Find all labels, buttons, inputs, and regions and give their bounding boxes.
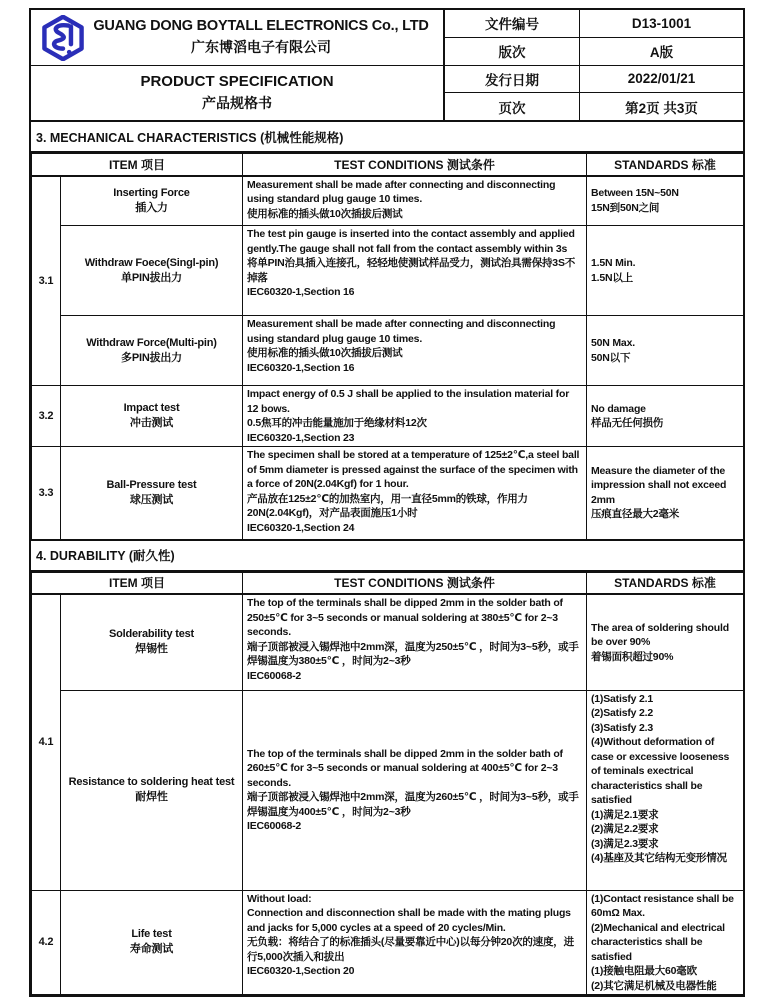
item-name-en: Life test [131, 928, 172, 941]
item-name [61, 447, 243, 540]
item-name-en: Withdraw Foece(Singl-pin) [84, 256, 219, 269]
standard-line: 1.5N Min. [591, 257, 636, 269]
standards [587, 176, 744, 226]
test-conditions [243, 447, 587, 540]
condition-line: 使用标准的插头做10次插拔后测试 [247, 347, 403, 359]
standards [587, 690, 744, 890]
standard-line: (3)满足2.3要求 [591, 837, 659, 850]
test-conditions [243, 594, 587, 690]
doc-title-en: PRODUCT SPECIFICATION [140, 73, 334, 90]
test-conditions [243, 890, 587, 995]
condition-line: 端子顶部被浸入锡焊池中2mm深，温度为260±5℃ ，时间为3~5秒，或手焊锡温度为400±5℃ ，时间为2~3秒 [247, 791, 579, 818]
col-header-item: ITEM 项目 [32, 154, 243, 176]
meta-row-revision [445, 38, 743, 66]
meta-row-page [445, 93, 743, 120]
company-logo-icon [41, 15, 85, 61]
table-row [32, 690, 744, 890]
condition-line: IEC60068-2 [247, 820, 302, 832]
col-header-standards: STANDARDS 标准 [587, 154, 744, 176]
standard-line: (1)接触电阻最大60毫欧 [591, 965, 697, 977]
meta-label: 文件编号 [445, 10, 580, 37]
item-name-en: Inserting Force [113, 186, 190, 199]
standards [587, 386, 744, 447]
standard-line: 着锡面积超过90% [591, 650, 674, 663]
item-name-en: Impact test [123, 402, 180, 414]
condition-line: IEC60320-1,Section 16 [247, 286, 355, 298]
company-name-cn: 广东博滔电子有限公司 [191, 39, 331, 55]
test-conditions [243, 176, 587, 226]
test-conditions [243, 316, 587, 386]
table-row [32, 176, 744, 226]
item-name-en: Ball-Pressure test [106, 478, 197, 491]
condition-line: 产品放在125±2℃的加热室内，用一直径5mm的铁球，作用力20N(2.04Kgf)，对产品表面施压1小时 [247, 492, 528, 519]
meta-row-doc-number [445, 10, 743, 38]
company-name-en: GUANG DONG BOYTALL ELECTRONICS Co., LTD [93, 18, 429, 34]
condition-line: IEC60320-1,Section 24 [247, 521, 355, 534]
meta-row-issue-date [445, 66, 743, 94]
standard-line: 50N Max. [591, 337, 635, 349]
table-row [32, 447, 744, 540]
meta-label: 页次 [445, 93, 580, 120]
condition-line: 无负载：将结合了的标准插头(尽量要靠近中心)以每分钟20次的速度，进行5,000次插入和拔出 [247, 936, 574, 963]
company-names [85, 18, 437, 57]
condition-line: IEC60320-1,Section 23 [247, 431, 355, 444]
item-name-cn: 寿命测试 [129, 943, 174, 956]
standards [587, 890, 744, 995]
standard-line: (1)Contact resistance shall be 60mΩ Max. [591, 892, 734, 919]
item-number: 4.1 [32, 594, 61, 890]
standard-line: (2)Satisfy 2.2 [591, 707, 653, 719]
item-name-en: Solderability test [108, 628, 195, 641]
condition-line: Without load: [247, 892, 312, 905]
item-name-cn: 冲击测试 [129, 417, 174, 429]
meta-value: 2022/01/21 [627, 71, 696, 87]
condition-line: Measurement shall be made after connecting and disconnecting using standard plug gauge 10 times. [247, 178, 556, 205]
condition-line: The test pin gauge is inserted into the contact assembly and applied gently.The gauge shall not fall from the contact assembly within 3s [247, 228, 575, 255]
header-meta-table [445, 10, 743, 120]
standard-line: (4)Without deformation of case or excessive looseness of teminals exectrical characteristics shall be satisfied [591, 736, 730, 806]
section-3-title: 3. MECHANICAL CHARACTERISTICS (机械性能规格) [31, 122, 743, 153]
table-row [32, 226, 744, 316]
item-name-cn: 焊锡性 [135, 643, 168, 656]
table-row [32, 316, 744, 386]
meta-label: 版次 [445, 38, 580, 65]
item-name [61, 890, 243, 995]
standard-line: (2)Mechanical and electrical characteristics shall be satisfied [591, 921, 725, 963]
item-name-en: Withdraw Force(Multi-pin) [86, 336, 217, 349]
standard-line: No damage [591, 402, 646, 415]
standard-line: The area of soldering should be over 90% [591, 621, 729, 648]
standard-line: (1)Satisfy 2.1 [591, 692, 653, 705]
item-name-cn: 插入力 [135, 201, 168, 214]
standard-line: (2)满足2.2要求 [591, 823, 659, 835]
standard-line: (3)Satisfy 2.3 [591, 721, 653, 734]
standard-line: 样品无任何损伤 [591, 417, 664, 429]
test-conditions [243, 690, 587, 890]
table-row [32, 890, 744, 995]
condition-line: The specimen shall be stored at a temperature of 125±2℃,a steel ball of 5mm diameter is pressed against the surface of the specimen with a force of 20N(2.04Kgf) for 1 hour. [247, 449, 580, 490]
item-name [61, 690, 243, 890]
condition-line: IEC60320-1,Section 16 [247, 361, 355, 374]
spec-document [29, 8, 745, 997]
doc-title-cell [31, 66, 443, 120]
item-number: 4.2 [32, 890, 61, 995]
mechanical-characteristics-table [31, 153, 744, 541]
item-name-cn: 单PIN拔出力 [121, 271, 182, 284]
standard-line: (4)基座及其它结构无变形情况 [591, 852, 727, 864]
standard-line: (2)其它满足机械及电器性能 [591, 979, 717, 992]
condition-line: IEC60320-1,Section 20 [247, 965, 355, 977]
standards [587, 316, 744, 386]
doc-title-cn: 产品规格书 [202, 95, 272, 111]
item-name [61, 386, 243, 447]
condition-line: Connection and disconnection shall be made with the mating plugs and jacks for 5,000 cycles at a speed of 20 cycles/Min. [247, 907, 571, 934]
document-header [31, 10, 743, 122]
standards [587, 226, 744, 316]
header-left [31, 10, 445, 120]
meta-value: D13-1001 [631, 15, 692, 31]
durability-table [31, 572, 744, 996]
condition-line: The top of the terminals shall be dipped 2mm in the solder bath of 260±5℃ for 3~5 seconds or manual soldering at 400±5℃ for 2~3 seconds. [247, 747, 563, 789]
item-name [61, 316, 243, 386]
condition-line: Measurement shall be made after connecting and disconnecting using standard plug gauge 10 times. [247, 318, 556, 345]
standard-line: Measure the diameter of the impression shall not exceed 2mm [591, 464, 727, 506]
col-header-conditions: TEST CONDITIONS 测试条件 [243, 154, 587, 176]
standard-line: Between 15N~50N [591, 187, 679, 200]
condition-line: 将单PIN治具插入连接孔，轻轻地使测试样品受力，测试治具需保持3S不掉落 [247, 257, 576, 284]
standard-line: (1)满足2.1要求 [591, 808, 659, 821]
col-header-conditions: TEST CONDITIONS 测试条件 [243, 572, 587, 594]
condition-line: 0.5焦耳的冲击能量施加于绝缘材料12次 [247, 417, 427, 429]
col-header-item: ITEM 项目 [32, 572, 243, 594]
item-number: 3.1 [32, 176, 61, 386]
condition-line: Impact energy of 0.5 J shall be applied to the insulation material for 12 bows. [247, 388, 570, 415]
standard-line: 50N以下 [591, 351, 631, 364]
col-header-standards: STANDARDS 标准 [587, 572, 744, 594]
meta-value: A版 [649, 45, 674, 61]
condition-line: The top of the terminals shall be dipped 2mm in the solder bath of 250±5℃ for 3~5 seconds or manual soldering at 380±5℃ for 2~3 seconds. [247, 597, 563, 638]
standard-line: 15N到50N之间 [591, 201, 660, 214]
item-number: 3.2 [32, 386, 61, 447]
item-name-en: Resistance to soldering heat test [68, 776, 235, 788]
table-header-row [32, 572, 744, 594]
standards [587, 594, 744, 690]
table-header-row [32, 154, 744, 176]
item-name-cn: 耐焊性 [135, 791, 168, 803]
meta-value: 第2页 共3页 [625, 100, 698, 116]
table-row [32, 594, 744, 690]
test-conditions [243, 226, 587, 316]
table-row [32, 386, 744, 447]
item-name-cn: 多PIN拔出力 [121, 351, 182, 364]
standards [587, 447, 744, 540]
standard-line: 1.5N以上 [591, 271, 633, 284]
section-4-title: 4. DURABILITY (耐久性) [31, 541, 743, 572]
item-name [61, 226, 243, 316]
item-number: 3.3 [32, 447, 61, 540]
meta-label: 发行日期 [445, 66, 580, 93]
item-name [61, 176, 243, 226]
test-conditions [243, 386, 587, 447]
condition-line: IEC60068-2 [247, 669, 302, 682]
condition-line: 使用标准的插头做10次插拔后测试 [247, 207, 403, 220]
condition-line: 端子顶部被浸入锡焊池中2mm深，温度为250±5℃ ，时间为3~5秒，或手焊锡温度为380±5℃ ，时间为2~3秒 [247, 640, 579, 667]
item-name [61, 594, 243, 690]
standard-line: 压痕直径最大2毫米 [591, 508, 680, 521]
item-name-cn: 球压测试 [129, 493, 174, 506]
company-cell [31, 10, 443, 66]
